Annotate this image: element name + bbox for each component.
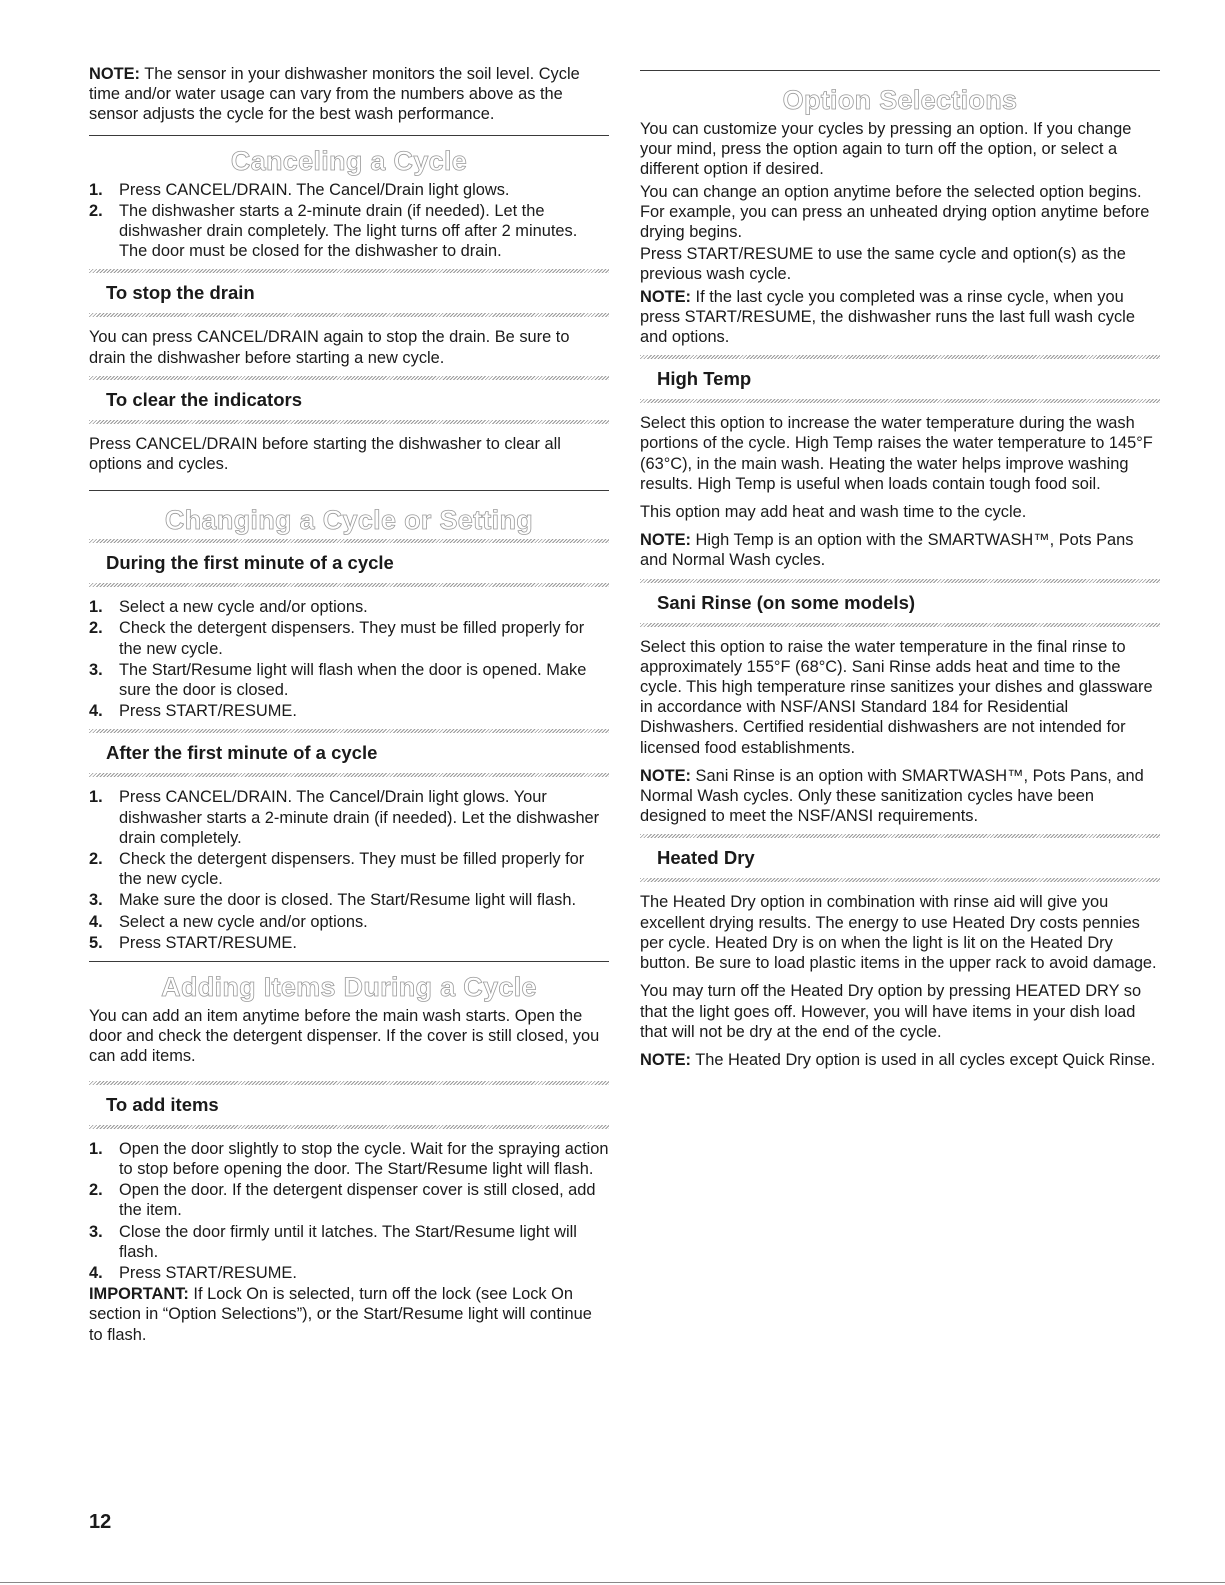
subsection-clear-indicators — [89, 376, 609, 424]
step-number: 4. — [89, 702, 103, 721]
hatch-divider — [640, 878, 1160, 882]
section-title-changing: Changing a Cycle or Setting — [164, 505, 534, 536]
note-label: NOTE: — [640, 531, 691, 550]
options-paragraph: Press START/RESUME to use the same cycle and option(s) as the previous wash cycle. — [640, 245, 1126, 284]
hatch-divider — [640, 399, 1160, 403]
hatch-divider — [640, 834, 1160, 838]
hatch-divider — [89, 420, 609, 424]
list-item — [89, 890, 609, 910]
subsection-first-minute — [89, 539, 609, 587]
list-item — [89, 201, 609, 262]
after-first-minute-steps — [89, 787, 609, 953]
step-text: Open the door. If the detergent dispenser cover is still closed, add the item. — [119, 1181, 596, 1220]
note-label: NOTE: — [640, 287, 691, 306]
list-item — [89, 1222, 609, 1262]
subsection-title: High Temp — [657, 368, 752, 390]
hatch-divider — [89, 1081, 609, 1085]
section-title-adding: Adding Items During a Cycle — [161, 972, 537, 1003]
list-item — [89, 1263, 609, 1283]
step-text: Press START/RESUME. — [119, 933, 297, 952]
important-text: If Lock On is selected, turn off the lock (see Lock On section in “Option Selections”), or the Start/Resume light will continue to flash. — [89, 1285, 592, 1344]
subsection-title: During the first minute of a cycle — [106, 552, 394, 574]
step-text: Select a new cycle and/or options. — [119, 912, 368, 931]
list-item — [89, 1139, 609, 1179]
section-divider — [89, 490, 609, 491]
important-note — [89, 1284, 609, 1345]
step-number: 5. — [89, 933, 103, 952]
step-number: 4. — [89, 1263, 103, 1282]
note-label: NOTE: — [640, 766, 691, 785]
heated-dry-text: You may turn off the Heated Dry option by pressing HEATED DRY so that the light goes off. However, you will have items in your dish load that will not be dry at the end of the cycle. — [640, 982, 1142, 1041]
subsection-title: To stop the drain — [106, 282, 255, 304]
step-number: 1. — [89, 788, 103, 807]
step-number: 2. — [89, 619, 103, 638]
step-number: 1. — [89, 180, 103, 199]
stop-drain-text: You can press CANCEL/DRAIN again to stop the drain. Be sure to drain the dishwasher before starting a new cycle. — [89, 328, 570, 367]
step-number: 1. — [89, 1139, 103, 1158]
note-text: The sensor in your dishwasher monitors the soil level. Cycle time and/or water usage can vary from the numbers above as the sensor adjusts the cycle for the best wash performance. — [89, 65, 580, 124]
options-note — [640, 287, 1160, 348]
hatch-divider — [89, 539, 609, 543]
page-bottom-edge — [0, 1582, 1225, 1583]
section-divider — [640, 70, 1160, 71]
step-text: Press START/RESUME. — [119, 702, 297, 721]
step-number: 4. — [89, 912, 103, 931]
hatch-divider — [640, 579, 1160, 583]
options-paragraph: You can change an option anytime before the selected option begins. For example, you can press an unheated drying option anytime before drying begins. — [640, 182, 1150, 242]
step-text: Press START/RESUME. — [119, 1263, 297, 1282]
high-temp-note — [640, 530, 1160, 570]
intro-note — [89, 64, 609, 125]
step-number: 2. — [89, 201, 103, 220]
list-item — [89, 180, 609, 200]
section-divider — [89, 135, 609, 136]
subsection-title: After the first minute of a cycle — [106, 742, 378, 764]
step-text: Check the detergent dispensers. They must be filled properly for the new cycle. — [119, 619, 585, 658]
step-text: Check the detergent dispensers. They must be filled properly for the new cycle. — [119, 850, 585, 889]
subsection-high-temp — [640, 355, 1160, 403]
step-text: Open the door slightly to stop the cycle. Wait for the spraying action to stop before opening the door. The Start/Resume light will flash. — [119, 1139, 609, 1178]
subsection-stop-drain — [89, 269, 609, 317]
hatch-divider — [89, 773, 609, 777]
note-text: High Temp is an option with the SMARTWASH™, Pots Pans and Normal Wash cycles. — [640, 531, 1134, 570]
list-item — [89, 933, 609, 953]
hatch-divider — [640, 355, 1160, 359]
heated-dry-note — [640, 1050, 1160, 1070]
first-minute-steps — [89, 597, 609, 721]
list-item — [89, 618, 609, 658]
heated-dry-text: The Heated Dry option in combination with rinse aid will give you excellent drying results. The energy to use Heated Dry costs pennies per cycle. Heated Dry is on when the light is lit on the Heated Dry button. Be sure to load plastic items in the upper rack to avoid damage. — [640, 893, 1157, 973]
note-text: The Heated Dry option is used in all cycles except Quick Rinse. — [691, 1050, 1156, 1069]
list-item — [89, 787, 609, 848]
note-label: NOTE: — [89, 65, 140, 83]
step-number: 3. — [89, 660, 103, 679]
section-title-options: Option Selections — [782, 85, 1018, 115]
list-item — [89, 660, 609, 700]
step-number: 1. — [89, 598, 103, 617]
sani-rinse-note — [640, 766, 1160, 827]
step-number: 3. — [89, 891, 103, 910]
step-text: Select a new cycle and/or options. — [119, 598, 368, 617]
subsection-title: To clear the indicators — [106, 388, 303, 410]
step-text: Press CANCEL/DRAIN. The Cancel/Drain light glows. — [119, 180, 510, 199]
subsection-title: Heated Dry — [657, 847, 755, 869]
step-number: 3. — [89, 1222, 103, 1241]
step-text: Make sure the door is closed. The Start/Resume light will flash. — [119, 891, 577, 910]
high-temp-text: Select this option to increase the water temperature during the wash portions of the cycle. High Temp raises the water temperature to 145°F (63°C), in the main wash. Heating the water helps improve washing results. High Temp is useful when loads contain tough food soil. — [640, 414, 1153, 493]
hatch-divider — [89, 376, 609, 380]
adding-intro-text: You can add an item anytime before the main wash starts. Open the door and check the detergent dispenser. If the cover is still closed, you can add items. — [89, 1007, 600, 1066]
hatch-divider — [89, 729, 609, 733]
step-text: Press CANCEL/DRAIN. The Cancel/Drain light glows. Your dishwasher starts a 2-minute drain (if needed). Let the dishwasher drain completely. — [119, 788, 600, 847]
subsection-heated-dry — [640, 834, 1160, 882]
right-column — [640, 70, 1160, 1072]
note-label: NOTE: — [640, 1050, 691, 1069]
sani-rinse-text: Select this option to raise the water temperature in the final rinse to approximately 155°F (68°C). Sani Rinse adds heat and time to the cycle. This high temperature rinse sanitizes your dishes and glassware in accordance with NSF/ANSI Standard 184 for Residential Dishwashers. Certified residential dishwashers are not intended for licensed food establishments. — [640, 637, 1153, 757]
left-column — [89, 64, 609, 1347]
list-item — [89, 1180, 609, 1220]
list-item — [89, 912, 609, 932]
hatch-divider — [89, 583, 609, 587]
add-items-steps — [89, 1139, 609, 1283]
hatch-divider — [89, 1125, 609, 1129]
hatch-divider — [640, 623, 1160, 627]
subsection-title: To add items — [106, 1093, 219, 1115]
section-title-canceling: Canceling a Cycle — [230, 145, 468, 176]
section-divider — [89, 961, 609, 962]
hatch-divider — [89, 269, 609, 273]
list-item — [89, 701, 609, 721]
page-number: 12 — [89, 1511, 112, 1533]
subsection-sani-rinse — [640, 579, 1160, 627]
step-text: The dishwasher starts a 2-minute drain (if needed). Let the dishwasher drain completely. The light turns off after 2 minutes. The door must be closed for the dishwasher to drain. — [119, 201, 578, 261]
subsection-title: Sani Rinse (on some models) — [657, 591, 916, 613]
note-text: Sani Rinse is an option with SMARTWASH™, Pots Pans, and Normal Wash cycles. Only these sanitization cycles have been designed to meet the NSF/ANSI requirements. — [640, 766, 1144, 826]
step-text: Close the door firmly until it latches. The Start/Resume light will flash. — [119, 1222, 577, 1261]
subsection-after-first-minute — [89, 729, 609, 777]
hatch-divider — [89, 313, 609, 317]
important-label: IMPORTANT: — [89, 1285, 189, 1304]
list-item — [89, 597, 609, 617]
step-number: 2. — [89, 850, 103, 869]
high-temp-text: This option may add heat and wash time to the cycle. — [640, 503, 1027, 522]
step-text: The Start/Resume light will flash when the door is opened. Make sure the door is closed. — [119, 660, 587, 700]
note-text: If the last cycle you completed was a rinse cycle, when you press START/RESUME, the dishwasher runs the last full wash cycle and options. — [640, 287, 1135, 347]
canceling-steps — [89, 180, 609, 262]
clear-indicators-text: Press CANCEL/DRAIN before starting the dishwasher to clear all options and cycles. — [89, 434, 561, 474]
step-number: 2. — [89, 1181, 103, 1200]
list-item — [89, 849, 609, 889]
options-paragraph: You can customize your cycles by pressing an option. If you change your mind, press the option again to turn off the option, or select a different option if desired. — [640, 120, 1132, 179]
subsection-add-items — [89, 1081, 609, 1129]
